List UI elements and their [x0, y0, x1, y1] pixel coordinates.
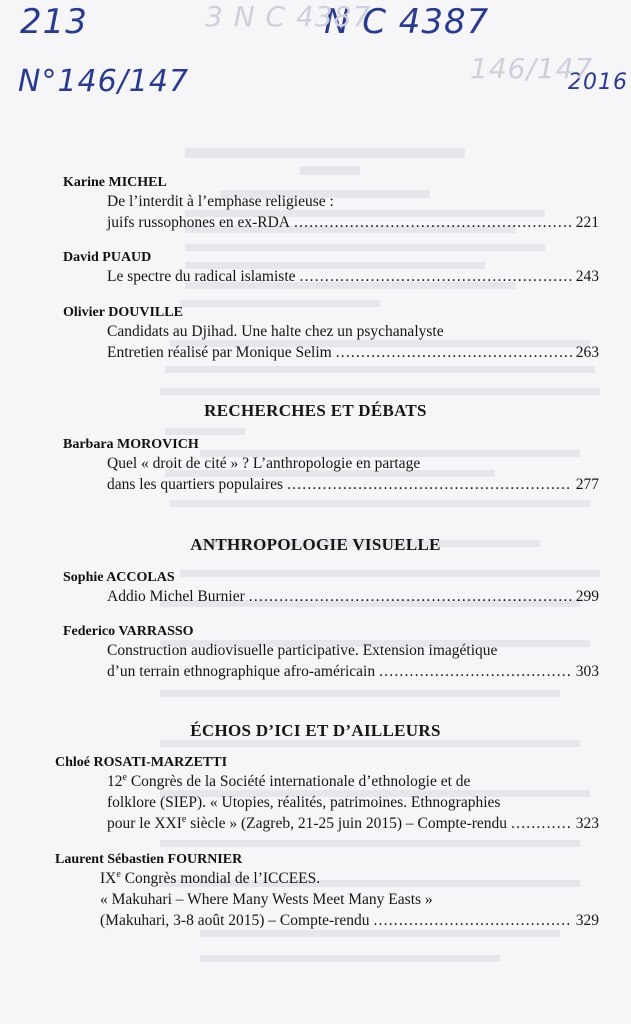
entry-author: Barbara MOROVICH	[63, 437, 199, 452]
page-number: 323	[575, 815, 599, 832]
dot-leader	[373, 910, 571, 931]
entry-leader-line	[107, 586, 599, 607]
entry-title-line: De l’interdit à l’emphase religieuse :	[107, 193, 334, 210]
toc-entry	[63, 305, 599, 363]
page-number: 221	[575, 214, 599, 231]
handwritten-year: 2016	[568, 70, 628, 95]
dot-leader	[336, 342, 572, 363]
entry-leader-line	[107, 212, 599, 233]
entry-title-text: Congrès mondial de l’ICCEES.	[120, 870, 321, 887]
ordinal-suffix: e	[116, 869, 121, 880]
page-number: 263	[575, 344, 599, 361]
entry-author: David PUAUD	[63, 250, 152, 265]
dot-leader	[287, 474, 572, 495]
ordinal-suffix: e	[181, 814, 187, 825]
toc-entry	[55, 755, 599, 834]
entry-leader-line	[100, 910, 599, 931]
ordinal-number: IX	[100, 870, 117, 887]
dot-leader	[511, 813, 572, 834]
entry-leader-line	[107, 266, 599, 287]
dot-leader	[294, 212, 572, 233]
entry-author: Sophie ACCOLAS	[63, 570, 175, 585]
entry-title-line: « Makuhari – Where Many Wests Meet Many Easts »	[100, 891, 433, 908]
entry-author: Chloé ROSATI-MARZETTI	[55, 755, 228, 770]
entry-title-line: Le spectre du radical islamiste	[107, 268, 296, 285]
page-number: 329	[575, 912, 599, 929]
page-number: 277	[575, 476, 599, 493]
section-heading: ANTHROPOLOGIE VISUELLE	[190, 535, 441, 554]
entry-author: Karine MICHEL	[63, 175, 167, 190]
entry-author: Laurent Sébastien FOURNIER	[55, 852, 243, 867]
toc-entry	[63, 437, 599, 495]
handwritten-issue-numbers: N°146/147	[18, 64, 190, 99]
ordinal-suffix: e	[122, 772, 127, 783]
section-heading: RECHERCHES ET DÉBATS	[204, 401, 427, 420]
entry-leader-line	[107, 661, 599, 682]
ghost-handwriting-right: 146/147	[470, 52, 594, 85]
toc-entry	[63, 570, 599, 607]
page-number: 303	[575, 663, 599, 680]
entry-title-line: Entretien réalisé par Monique Selim	[107, 344, 332, 361]
ordinal-number: 12	[107, 773, 123, 790]
entry-author: Federico VARRASSO	[63, 624, 194, 639]
dot-leader	[249, 586, 572, 607]
toc-entry	[55, 852, 599, 931]
dot-leader	[379, 661, 572, 682]
entry-leader-line	[107, 474, 599, 495]
dot-leader	[300, 266, 572, 287]
entry-title-line	[107, 813, 507, 834]
entry-title-line: Addio Michel Burnier	[107, 588, 245, 605]
entry-title-text: Congrès de la Société internationale d’ethnologie et de	[126, 773, 471, 790]
entry-title-line	[107, 771, 599, 792]
entry-title-text: pour le XXI	[107, 815, 182, 832]
entry-title-line: juifs russophones en ex-RDA	[107, 214, 290, 231]
entry-title-line: Quel « droit de cité » ? L’anthropologie en partage	[107, 455, 421, 472]
entry-title-text: siècle » (Zagreb, 21-25 juin 2015) – Compte-rendu	[186, 815, 508, 832]
ghost-handwriting-top: 3 N C 4387	[205, 0, 372, 33]
entry-title-line: Construction audiovisuelle participative. Extension imagétique	[107, 642, 498, 659]
entry-title-line: Candidats au Djihad. Une halte chez un psychanalyste	[107, 323, 444, 340]
entry-leader-line	[107, 813, 599, 834]
toc-entry	[63, 250, 599, 287]
entry-title-line: dans les quartiers populaires	[107, 476, 284, 493]
entry-author: Olivier DOUVILLE	[63, 305, 183, 320]
entry-title-line: d’un terrain ethnographique afro-américain	[107, 663, 376, 680]
handwritten-number-top-left: 213	[20, 2, 88, 42]
entry-leader-line	[107, 342, 599, 363]
entry-title-line: folklore (SIEP). « Utopies, réalités, patrimoines. Ethnographies	[107, 794, 501, 811]
toc-entry	[63, 624, 599, 682]
handwritten-call-number: N C 4387	[324, 2, 490, 42]
page-number: 243	[575, 268, 599, 285]
toc-entry	[63, 175, 599, 233]
entry-title-line	[100, 868, 599, 889]
section-heading: ÉCHOS D’ICI ET D’AILLEURS	[190, 721, 441, 740]
entry-title-line: (Makuhari, 3-8 août 2015) – Compte-rendu	[100, 912, 370, 929]
page-number: 299	[575, 588, 599, 605]
